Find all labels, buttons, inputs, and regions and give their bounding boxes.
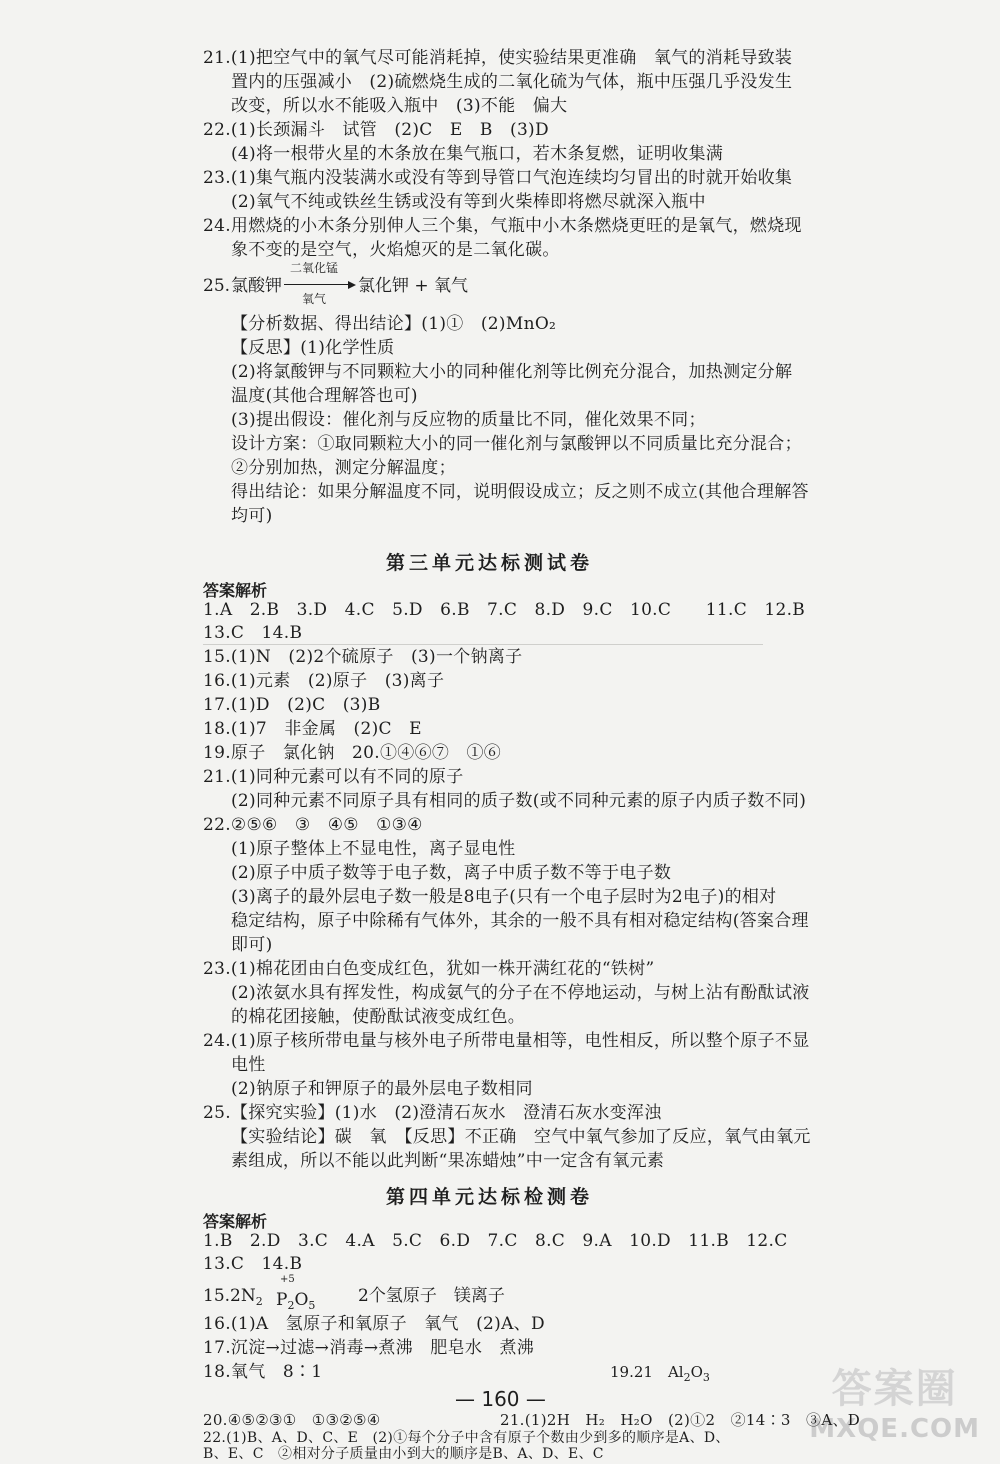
text-line: 21.(1)把空气中的氧气尽可能消耗掉，使实验结果更准确 氧气的消耗导致装 — [203, 48, 793, 68]
watermark-logo — [809, 1357, 980, 1444]
catalyst-label: 二氧化锰 — [290, 261, 339, 275]
text-line: 18.(1)7 非金属 (2)C E — [203, 719, 422, 739]
text-line: 13.C 14.B — [203, 623, 303, 643]
text-line: 18.氧气 8∶1 — [203, 1362, 323, 1382]
text-line: 【分析数据、得出结论】(1)① (2)MnO₂ — [231, 314, 557, 334]
text-line: 象不变的是空气，火焰熄灭的是二氧化碳。 — [231, 240, 560, 260]
divider — [203, 644, 763, 645]
text-line: 16.(1)A 氢原子和氧原子 氧气 (2)A、D — [203, 1314, 545, 1334]
text-line: 22.(1)长颈漏斗 试管 (2)C E B (3)D — [203, 120, 549, 140]
text-line: 22.②⑤⑥ ③ ④⑤ ①③④ — [203, 815, 423, 835]
answer-label: 答案解析 — [203, 1212, 268, 1231]
text-line: 【实验结论】碳 氧 【反思】不正确 空气中氧气参加了反应，氧气由氧元 — [231, 1127, 811, 1147]
arrow-head-icon — [348, 281, 356, 289]
formula-p2o5: $P_2O_5$ — [276, 1290, 316, 1312]
text-line: (2)同种元素不同原子具有相同的质子数(或不同种元素的原子内质子数不同) — [231, 791, 807, 811]
text-line: 17.(1)D (2)C (3)B — [203, 695, 381, 715]
text-line: 21.(1)2H H₂ H₂O (2)①2 ②14∶3 ③A、D — [500, 1411, 861, 1429]
products-text: 氯化钾 + 氧气 — [358, 276, 469, 296]
watermark-text: 答案圈 — [831, 1366, 958, 1412]
text-line: (3)提出假设：催化剂与反应物的质量比不同，催化效果不同； — [231, 410, 706, 430]
text-line: 即可) — [231, 935, 273, 955]
text-line: 13.C 14.B — [203, 1254, 303, 1274]
text-line: 15.(1)N (2)2个硫原子 (3)一个钠离子 — [203, 647, 523, 667]
text-line: 设计方案：①取同颗粒大小的同一催化剂与氯酸钾以不同质量比充分混合； — [231, 434, 802, 454]
text-line: 置内的压强减小 (2)硫燃烧生成的二氧化硫为气体，瓶中压强几乎没发生 — [231, 72, 793, 92]
text-line: 电性 — [231, 1055, 266, 1075]
text-line: 改变，所以水不能吸入瓶中 (3)不能 偏大 — [231, 96, 568, 116]
formula-n2: $15.2N_2$ — [203, 1286, 263, 1308]
section-title: 第四单元达标检测卷 — [386, 1186, 594, 1208]
text-line: (1)原子整体上不显电性，离子显电性 — [231, 839, 516, 859]
text-line: 23.(1)棉花团由白色变成红色，犹如一株开满红花的“铁树” — [203, 959, 655, 979]
text-line: 16.(1)元素 (2)原子 (3)离子 — [203, 671, 445, 691]
valence-mark: +5 — [280, 1274, 295, 1285]
text-line: 17.沉淀→过滤→消毒→煮沸 肥皂水 煮沸 — [203, 1338, 535, 1358]
text-line: (3)离子的最外层电子数一般是8电子(只有一个电子层时为2电子)的相对 — [231, 887, 777, 907]
text-line: (4)将一根带火星的木条放在集气瓶口，若木条复燃，证明收集满 — [231, 144, 724, 164]
watermark-url: MXQE.COM — [809, 1414, 980, 1444]
text-line: 23.(1)集气瓶内没装满水或没有等到导管口气泡连续均匀冒出的时就开始收集 — [203, 168, 793, 188]
text-line: 21.(1)同种元素可以有不同的原子 — [203, 767, 464, 787]
text-line: (2)钠原子和钾原子的最外层电子数相同 — [231, 1079, 533, 1099]
reaction-arrow — [284, 284, 350, 285]
text-line: 稳定结构，原子中除稀有气体外，其余的一般不具有相对稳定结构(答案合理 — [231, 911, 809, 931]
text-line: 1.B 2.D 3.C 4.A 5.C 6.D 7.C 8.C 9.A 10.D 11.B 12.C — [203, 1231, 788, 1251]
text-line: (2)浓氨水具有挥发性，构成氨气的分子在不停地运动，与树上沾有酚酞试液 — [231, 983, 810, 1003]
q15-rest: 2个氢原子 镁离子 — [358, 1286, 505, 1306]
answer-label: 答案解析 — [203, 581, 268, 600]
text-line: 的棉花团接触，使酚酞试液变成红色。 — [231, 1007, 526, 1027]
reactant-text: 氯酸钾 — [231, 276, 282, 296]
text-line: (2)将氯酸钾与不同颗粒大小的同种催化剂等比例充分混合，加热测定分解 — [231, 362, 793, 382]
text-line: 19.原子 氯化钠 20.①④⑥⑦ ①⑥ — [203, 743, 502, 763]
text-line: 素组成，所以不能以此判断“果冻蜡烛”中一定含有氧元素 — [231, 1151, 665, 1171]
text-line: (2)氧气不纯或铁丝生锈或没有等到火柴棒即将燃尽就深入瓶中 — [231, 192, 706, 212]
text-line: 25.【探究实验】(1)水 (2)澄清石灰水 澄清石灰水变浑浊 — [203, 1103, 662, 1123]
page-number: — 160 — — [455, 1387, 546, 1411]
text-line: ②分别加热，测定分解温度； — [231, 458, 456, 478]
text-line: (2)原子中质子数等于电子数，离子中质子数不等于电子数 — [231, 863, 672, 883]
question-number: 25. — [203, 276, 231, 296]
text-line: 24.(1)原子核所带电量与核外电子所带电量相等，电性相反，所以整个原子不显 — [203, 1031, 810, 1051]
q19-line: 19.21 $Al_2O_3$ — [610, 1363, 710, 1384]
text-line: 22.(1)B、A、D、C、E (2)①每个分子中含有原子个数由少到多的顺序是A、D、 — [203, 1430, 730, 1446]
text-line: 20.④⑤②③① ①③②⑤④ — [203, 1411, 381, 1429]
text-line: 【反思】(1)化学性质 — [231, 338, 395, 358]
text-line: 1.A 2.B 3.D 4.C 5.D 6.B 7.C 8.D 9.C 10.C 11.C 12.B — [203, 600, 806, 620]
section-title: 第三单元达标测试卷 — [386, 552, 594, 574]
text-line: 均可) — [231, 506, 273, 526]
text-line: 得出结论：如果分解温度不同，说明假设成立；反之则不成立(其他合理解答 — [231, 482, 809, 502]
text-line: B、E、C ②相对分子质量由小到大的顺序是B、A、D、E、C — [203, 1446, 604, 1462]
text-line: 温度(其他合理解答也可) — [231, 386, 418, 406]
condition-label: 氧气 — [302, 292, 327, 306]
text-line: 24.用燃烧的小木条分别伸人三个集，气瓶中小木条燃烧更旺的是氧气，燃烧现 — [203, 216, 802, 236]
